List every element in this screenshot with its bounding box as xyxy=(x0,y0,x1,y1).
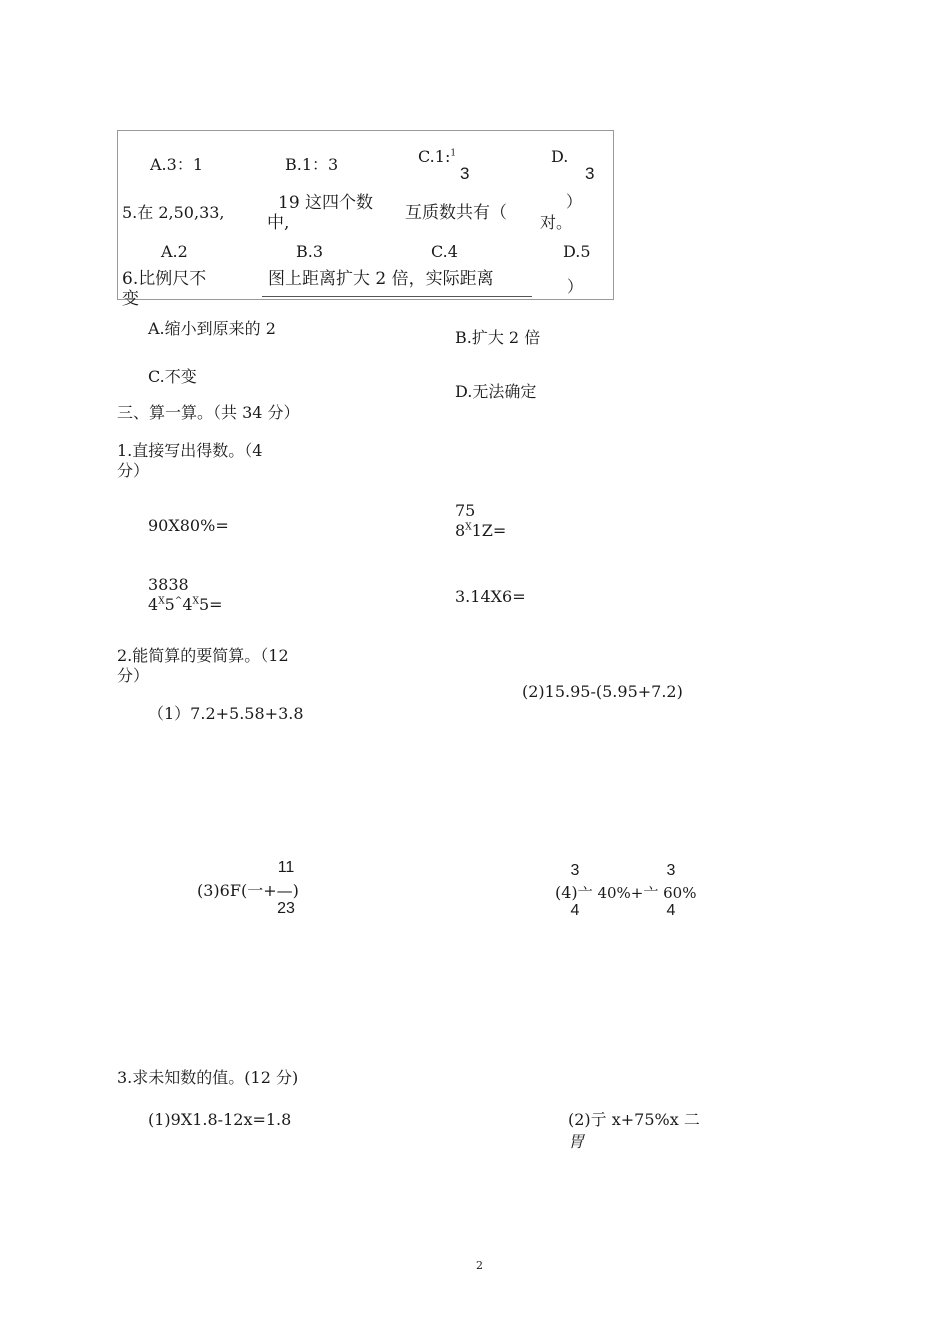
part1-item-c-caret: ^ xyxy=(174,596,183,607)
part2-item-4-den2: 4 xyxy=(666,902,676,919)
q4-option-a: A.3：1 xyxy=(150,155,204,174)
q6-text-2: 图上距离扩大 2 倍，实际距离 xyxy=(268,269,494,289)
q4-option-c-label: C.1: xyxy=(418,147,451,166)
q4-option-d-denominator: 3 xyxy=(585,164,595,183)
q6-text-1b: 变 xyxy=(122,289,139,309)
part2-item-4 xyxy=(555,884,696,902)
part1-item-b-sup: X xyxy=(465,522,472,533)
q5-option-c: C.4 xyxy=(431,242,458,261)
section3-title: 三、算一算。（共 34 分） xyxy=(117,403,300,422)
part2-item-4-expr: 亠 40%+亠 60% xyxy=(577,884,697,902)
part2-item-3-numerator: 11 xyxy=(277,859,295,876)
q6-option-b: B.扩大 2 倍 xyxy=(455,328,541,347)
part3-title: 3.求未知数的值。(12 分) xyxy=(117,1068,299,1087)
q4-option-d: D. xyxy=(551,147,569,166)
part3-item-1: (1)9X1.8-12x=1.8 xyxy=(148,1110,292,1129)
q5-text-3: 互质数共有（ xyxy=(405,203,507,223)
q6-text-3: ） xyxy=(567,277,584,296)
q5-text-4b: 对。 xyxy=(540,213,573,232)
q5-text-2: 19 这四个数 xyxy=(278,193,374,213)
q6-underline xyxy=(262,296,532,297)
q6-option-a: A.缩小到原来的 2 xyxy=(148,319,276,338)
part3-item-2b: 胃 xyxy=(568,1132,585,1151)
part1-item-c-pre: 4 xyxy=(148,595,159,614)
part1-title-2: 分） xyxy=(117,461,150,480)
part1-item-d: 3.14X6= xyxy=(455,587,526,606)
part1-item-b-post: 1Z= xyxy=(471,521,507,540)
part1-item-b xyxy=(455,522,506,540)
part2-item-4-num2: 3 xyxy=(666,862,676,879)
part1-item-c-top: 3838 xyxy=(148,575,189,594)
q5-text-2b: 中, xyxy=(267,213,290,233)
q5-text-1: 5.在 2,50,33, xyxy=(122,203,225,222)
q4-option-c-sup: 1 xyxy=(450,148,457,159)
part2-item-3-denominator: 23 xyxy=(277,900,295,917)
part1-item-c-mid2: 4 xyxy=(182,595,193,614)
part2-item-1: （1）7.2+5.58+3.8 xyxy=(148,704,304,723)
part1-item-b-pre: 8 xyxy=(455,521,466,540)
part1-item-c-sup1: X xyxy=(158,596,165,607)
q5-option-b: B.3 xyxy=(296,242,324,261)
q6-option-d: D.无法确定 xyxy=(455,382,537,401)
part2-item-4-num1: 3 xyxy=(570,862,580,879)
q5-option-a: A.2 xyxy=(161,242,188,261)
part2-item-4-prefix: (4) xyxy=(555,883,578,902)
part1-item-c xyxy=(148,596,223,614)
part2-item-2: (2)15.95-(5.95+7.2) xyxy=(522,682,683,701)
q6-text-1: 6.比例尺不 xyxy=(122,269,207,289)
q6-clip xyxy=(118,266,258,309)
q5-option-d: D.5 xyxy=(563,242,591,261)
part1-item-c-mid: 5 xyxy=(164,595,175,614)
part1-item-b-top: 75 xyxy=(455,501,476,520)
part2-title-2: 分） xyxy=(117,666,150,685)
q4-option-b: B.1：3 xyxy=(285,155,339,174)
part1-item-a: 90X80%= xyxy=(148,516,229,535)
part1-title: 1.直接写出得数。（4 xyxy=(117,441,263,460)
part1-item-c-sup2: X xyxy=(192,596,199,607)
page-number: 2 xyxy=(476,1259,483,1272)
part2-item-4-den1: 4 xyxy=(570,902,580,919)
part3-item-2: (2)亍 x+75%x 二 xyxy=(568,1110,700,1129)
q4-option-c xyxy=(418,148,456,166)
q4-option-c-denominator: 3 xyxy=(460,164,470,183)
q6-option-c: C.不变 xyxy=(148,367,197,386)
q5-text-4: ） xyxy=(566,192,583,211)
part2-title: 2.能简算的要简算。（12 xyxy=(117,646,289,665)
part1-item-c-post: 5= xyxy=(198,595,223,614)
part2-item-3: (3)6F(一+—) xyxy=(197,881,299,900)
